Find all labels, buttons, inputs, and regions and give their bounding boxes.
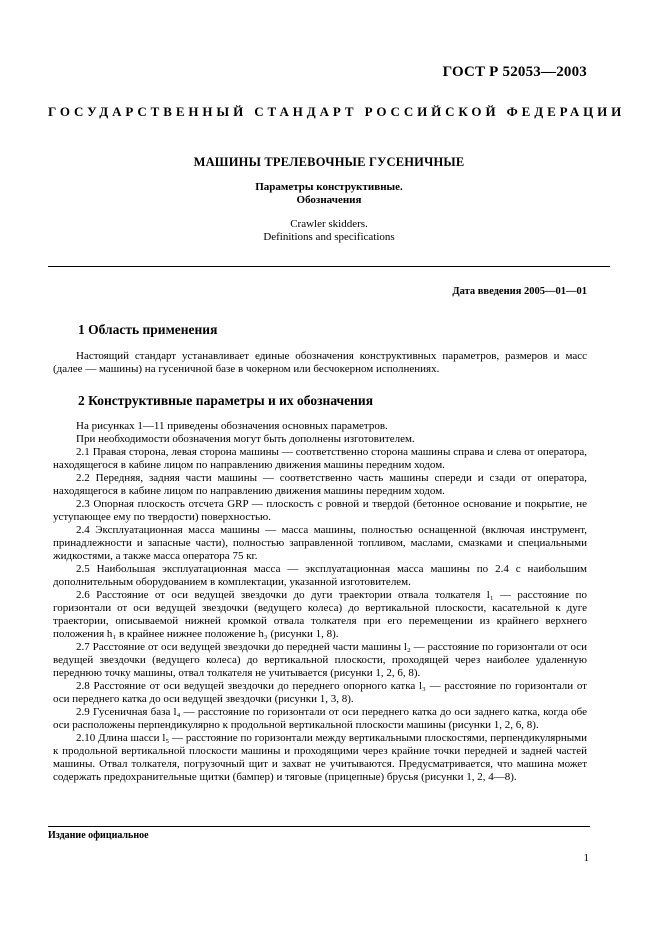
paragraph-2-5: 2.5 Наибольшая эксплуатационная масса — эксплуатационная масса машины по 2.4 с наибольшим дополнительным оборудованием в комплектации, указанной изготовителем. bbox=[53, 563, 587, 588]
introduction-date: Дата введения 2005—01—01 bbox=[452, 286, 587, 297]
page-number: 1 bbox=[583, 852, 589, 864]
document-title: МАШИНЫ ТРЕЛЕВОЧНЫЕ ГУСЕНИЧНЫЕ bbox=[193, 155, 465, 169]
paragraph-2-6: 2.6 Расстояние от оси ведущей звездочки до дуги траектории отвала толкателя l₁ — расстояние по горизонтали от оси ведущей звездочки (ведущего колеса) до вертикальной плоскости, касательной к дуге траектории, описываемой нижней кромкой отвала толкателя при его перемещении из крайнего верхнего положения h₁ в крайнее нижнее положение h₃ (рисунки 1, 8). bbox=[53, 589, 587, 640]
section-1-heading: 1 Область применения bbox=[78, 322, 218, 337]
paragraph: При необходимости обозначения могут быть дополнены изготовителем. bbox=[76, 433, 415, 445]
paragraph-2-10: 2.10 Длина шасси l₅ — расстояние по горизонтали между вертикальными плоскостями, перпендикулярными к продольной вертикальной плоскости машины и проходящими через крайние точки передней и задней частей машины. Отвал толкателя, погрузочный щит и захват не учитываются. Предусматривается, что машина может содержать предохранительные щитки (бампер) и тяговые (прицепные) брусья (рисунки 1, 2, 4—8). bbox=[53, 732, 587, 783]
subtitle-line-2: Обозначения bbox=[296, 194, 362, 206]
footer-divider bbox=[48, 826, 590, 827]
section-2-heading: 2 Конструктивные параметры и их обозначения bbox=[78, 393, 374, 408]
paragraph-2-4: 2.4 Эксплуатационная масса машины — масса машины, полностью оснащенной (включая инструмент, принадлежности и запасные части), полностью заправленной топливом, маслами, смазками и специальными жидкостями, а также масса оператора 75 кг. bbox=[53, 524, 587, 562]
english-title-line-2: Definitions and specifications bbox=[263, 231, 395, 243]
document-subtitle bbox=[48, 181, 610, 207]
paragraph-2-3: 2.3 Опорная плоскость отсчета GRP — плоскость с ровной и твердой (бетонное основание и покрытие, не уступающее ему по твердости) поверхностью. bbox=[53, 498, 587, 523]
paragraph-2-1: 2.1 Правая сторона, левая сторона машины — соответственно сторона машины справа и слева от оператора, находящегося в кабине лицом по направлению движения машины передним ходом. bbox=[53, 446, 587, 471]
paragraph-2-8: 2.8 Расстояние от оси ведущей звездочки до переднего опорного катка l₃ — расстояние по горизонтали от оси переднего катка до оси ведущей звездочки (рисунки 1, 3, 8). bbox=[53, 680, 587, 705]
paragraph-2-9: 2.9 Гусеничная база l₄ — расстояние по горизонтали от оси переднего катка до оси заднего катка, когда обе оси расположены перпендикулярно к продольной вертикальной плоскости машины (рисунки 1, 2, 6, 8). bbox=[53, 706, 587, 731]
section-2-body bbox=[53, 420, 587, 784]
paragraph: Настоящий стандарт устанавливает единые обозначения конструктивных параметров, размеров и масс (далее — машины) на гусеничной базе в чокерном или бесчокерном исполнениях. bbox=[53, 350, 587, 375]
paragraph-2-7: 2.7 Расстояние от оси ведущей звездочки до передней части машины l₂ — расстояние по горизонтали от оси ведущей звездочки (ведущего колеса) до вертикальной плоскости, проходящей через наиболее удаленную переднюю точку машины, отвал толкателя не учитывается (рисунки 1, 2, 6, 8). bbox=[53, 641, 587, 679]
edition-label: Издание официальное bbox=[48, 830, 149, 841]
english-title bbox=[48, 218, 610, 244]
section-1-body bbox=[53, 350, 587, 376]
paragraph-2-2: 2.2 Передняя, задняя части машины — соответственно часть машины спереди и сзади от оператора, находящегося в кабине лицом по направлению движения машины передним ходом. bbox=[53, 472, 587, 497]
gost-code: ГОСТ Р 52053—2003 bbox=[442, 64, 587, 80]
top-divider bbox=[48, 266, 610, 267]
subtitle-line-1: Параметры конструктивные. bbox=[255, 181, 403, 193]
standard-name: ГОСУДАРСТВЕННЫЙ СТАНДАРТ РОССИЙСКОЙ ФЕДЕРАЦИИ bbox=[48, 104, 626, 119]
paragraph: На рисунках 1—11 приведены обозначения основных параметров. bbox=[76, 420, 388, 432]
english-title-line-1: Crawler skidders. bbox=[290, 218, 368, 230]
